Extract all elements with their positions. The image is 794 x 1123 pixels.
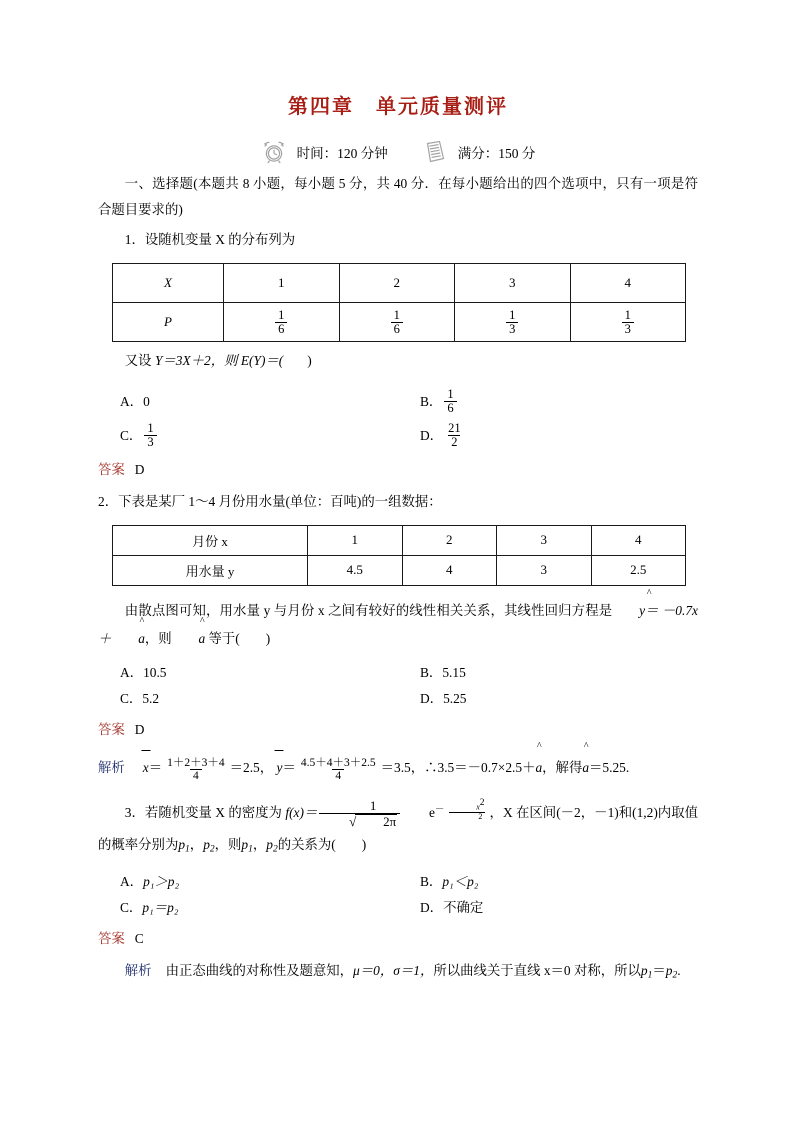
analysis-label: 解析 (98, 760, 125, 776)
p2-symbol-3: $p_2$ (665, 963, 678, 981)
question-3-stem-text-4: 的关系为( (277, 836, 336, 852)
answer-label: 答案 (98, 461, 125, 477)
option-a[interactable] (120, 660, 398, 685)
fraction-numerator: 1＋2＋3＋4 (167, 756, 225, 769)
option-b[interactable] (420, 660, 698, 685)
question-3-stem-text-2: ，X 在区间(－2，－1)和(1,2)内取值的概率分别为 (98, 804, 699, 852)
option-a-label: A． (120, 393, 144, 409)
exam-time-label: 时间：120 分钟 (296, 146, 388, 161)
question-2-body-text-2: －0.7x＋ (98, 602, 698, 646)
follow-up-equation: Y＝3X＋2，则 E(Y)＝( (154, 353, 284, 369)
x-mean-fraction (164, 757, 228, 782)
options-left-column (98, 660, 398, 711)
density-fraction (319, 799, 400, 828)
option-d-label: D． (420, 899, 444, 915)
option-d-value (445, 422, 464, 449)
table-cell (339, 303, 455, 342)
question-3-stem-text: 若随机变量 X 的密度为 (144, 804, 282, 820)
analysis-label: 解析 (124, 963, 152, 979)
question-3-number: 3． (124, 804, 145, 820)
options-right-column (398, 869, 698, 920)
table-cell: 1 (224, 264, 340, 303)
question-2-body-text-3: ，则 (144, 630, 172, 646)
question-2-number: 2． (98, 493, 119, 509)
a-hat-symbol-2: ^ a (198, 615, 206, 646)
alarm-clock-icon (261, 139, 287, 165)
fraction-numerator: 1 (624, 307, 631, 322)
exp-power: － x2 2 (434, 798, 485, 821)
option-b-value: p₁＜p₂ (442, 874, 479, 890)
analysis-equals: ＝ (652, 963, 666, 979)
answer-value: D (134, 722, 145, 738)
option-c-value (144, 422, 156, 449)
fraction-denominator: 2 (448, 435, 460, 449)
follow-up-prefix: 又设 (124, 353, 152, 369)
options-left-column (98, 385, 398, 453)
analysis-period: . (677, 963, 681, 979)
fraction-denominator: 6 (391, 322, 403, 336)
p1-symbol-2: $p_1$ (241, 836, 253, 855)
title-chapter: 第四章 (288, 96, 354, 118)
option-c-value: 5.2 (142, 690, 160, 706)
option-c-value: p₁＝p₂ (142, 899, 179, 915)
option-a[interactable] (120, 385, 398, 419)
answer-value: C (134, 931, 144, 946)
table-cell: 2 (402, 525, 497, 555)
question-2-body-text-5: ) (265, 630, 271, 646)
option-c-label: C． (120, 899, 143, 915)
y-mean-fraction (298, 757, 379, 782)
question-3-stem-text-3: ，则 (214, 836, 242, 852)
question-1-answer (98, 457, 698, 483)
fraction-numerator: 1 (393, 307, 400, 322)
answer-label: 答案 (98, 722, 125, 738)
fraction-denominator: 6 (444, 401, 456, 415)
exam-score-label: 满分：150 分 (457, 146, 536, 161)
y-bar-symbol: y (277, 750, 283, 785)
option-b-label: B． (420, 393, 443, 409)
table-row (113, 303, 686, 342)
question-2-body-text: 由散点图可知，用水量 y 与月份 x 之间有较好的线性相关关系，其线性回归方程是 (124, 602, 613, 618)
title-name: 单元质量测评 (376, 96, 508, 118)
sigma-value: σ＝1， (393, 963, 434, 979)
fraction-denominator: 4 (332, 769, 344, 782)
question-2-data-table (112, 525, 686, 586)
table-cell: 3 (497, 525, 592, 555)
a-hat-symbol-3: ^ a (535, 741, 543, 776)
option-d-label: D． (420, 427, 444, 443)
p2-symbol-2: $p_2$ (266, 836, 278, 855)
option-d[interactable] (420, 686, 698, 711)
table-row (113, 525, 686, 555)
question-1-distribution-table (112, 263, 686, 342)
table-row (113, 555, 686, 585)
table-cell: 2 (339, 264, 455, 303)
page-title (98, 90, 698, 119)
option-d-label: D． (420, 690, 444, 706)
p1-symbol-3: $p_1$ (640, 963, 653, 981)
table-cell: 3 (455, 264, 571, 303)
table-row-label-p: P (113, 303, 224, 342)
option-a-value: 0 (143, 393, 150, 409)
fraction-numerator: 1 (147, 420, 154, 435)
option-c-label: C． (120, 427, 143, 443)
option-a[interactable] (120, 869, 398, 894)
option-d-value: 不确定 (443, 899, 484, 915)
p1-symbol: $p_1$ (178, 836, 190, 855)
y-mean-result: ＝3.5，∴3.5＝－0.7×2.5＋ (380, 760, 536, 776)
option-a-value: p₁＞p₂ (143, 874, 180, 890)
question-3-analysis (98, 958, 698, 985)
table-row-label-x: X (113, 264, 224, 303)
fraction-denominator: 3 (622, 322, 634, 336)
section-one-heading: 一、选择题(本题共 8 小题，每小题 5 分，共 40 分．在每小题给出的四个选项中，只有一项是符合题目要求的) (98, 176, 698, 218)
analysis-text-2: 所以曲线关于直线 x＝0 对称，所以 (433, 963, 641, 979)
question-2-stem-text: 下表是某厂 1～4 月份用水量(单位：百吨)的一组数据： (118, 493, 442, 509)
page-content (98, 62, 698, 985)
x-equals: ＝ (148, 760, 163, 776)
option-c[interactable] (120, 895, 398, 920)
answer-value: D (134, 461, 145, 477)
a-hat-symbol-4: ^ a (582, 741, 590, 776)
analysis-tail: ，解得 (542, 760, 583, 776)
question-2-body-text-4: 等于( (208, 630, 240, 646)
table-cell: 3 (497, 555, 592, 585)
option-c[interactable] (120, 419, 398, 453)
table-cell: 1 (308, 525, 403, 555)
question-2-stem (98, 489, 698, 515)
y-hat-symbol: ^ y＝ (639, 587, 659, 618)
fraction-numerator: 1 (447, 386, 454, 401)
analysis-tail-2: ＝5.25. (589, 760, 630, 776)
exp-base: e (428, 804, 435, 820)
exponential-term (402, 797, 489, 829)
table-cell: 4 (402, 555, 497, 585)
table-cell: 4.5 (308, 555, 403, 585)
fraction-numerator: 1 (369, 798, 377, 813)
fraction-numerator: 4.5＋4＋3＋2.5 (300, 756, 376, 769)
exam-meta-line (98, 139, 698, 165)
follow-up-suffix: ) (307, 353, 312, 369)
options-left-column (98, 869, 398, 920)
option-c-label: C． (120, 690, 143, 706)
question-3-stem: 3．若随机变量 X 的密度为 f(x)＝ $\frac{1}{√ 2\pi}$ $e^{- \frac{x^2}{2}}$ ，X 在区间(－2，－1)和(1,2)内取值的概率分别为$p_1$，$p_2$，则$p_1$，$p_2$的关系为( ) (98, 798, 699, 855)
option-b-value: 5.15 (442, 665, 466, 681)
question-1-stem (98, 227, 698, 253)
calculator-icon (422, 139, 448, 165)
table-cell (224, 303, 340, 342)
option-d[interactable] (420, 419, 698, 453)
table-row-label-month: 月份 x (113, 525, 308, 555)
x-mean-result: ＝2.5， (229, 760, 274, 776)
question-2-answer (98, 717, 698, 743)
table-row (113, 264, 686, 303)
fraction-numerator: 1 (278, 307, 285, 322)
option-d[interactable] (420, 895, 698, 920)
table-row-label-water: 用水量 y (113, 555, 308, 585)
fraction-denominator: 6 (275, 322, 287, 336)
question-1-follow-up (98, 348, 698, 374)
question-2-options (98, 660, 698, 711)
option-a-label: A． (120, 665, 144, 681)
question-2-body (98, 587, 698, 652)
fraction-denominator: 3 (506, 322, 518, 336)
density-function-label: f(x)＝ (285, 804, 318, 820)
question-3-stem-text-5: ) (361, 836, 367, 852)
mu-value: μ＝0， (353, 963, 394, 979)
option-b[interactable] (420, 385, 698, 419)
option-b[interactable] (420, 869, 698, 894)
a-hat-symbol: ^ a (138, 615, 145, 646)
y-equals: ＝ (282, 760, 296, 776)
question-1-number: 1． (124, 232, 145, 248)
table-cell (570, 303, 686, 342)
table-cell: 2.5 (591, 555, 686, 585)
question-2-analysis (98, 741, 698, 785)
option-b-value (444, 388, 456, 415)
option-b-label: B． (420, 874, 443, 890)
table-cell (455, 303, 571, 342)
options-right-column (398, 385, 698, 453)
question-1-stem-text: 设随机变量 X 的分布列为 (144, 232, 296, 248)
table-cell: 4 (570, 264, 686, 303)
option-b-label: B． (420, 665, 443, 681)
p2-symbol: $p_2$ (203, 836, 215, 855)
answer-label: 答案 (98, 931, 125, 946)
options-right-column (398, 660, 698, 711)
option-a-label: A． (120, 874, 144, 890)
fraction-numerator: 1 (509, 307, 516, 322)
option-d-value: 5.25 (443, 690, 467, 706)
fraction-denominator: 3 (144, 435, 156, 449)
fraction-numerator: 21 (448, 420, 461, 435)
table-cell: 4 (591, 525, 686, 555)
x-bar-symbol: x (143, 750, 149, 785)
question-3-options (98, 869, 698, 920)
question-3-answer (98, 926, 698, 952)
question-1-options (98, 385, 698, 453)
option-a-value: 10.5 (143, 665, 167, 681)
option-c[interactable] (120, 686, 398, 711)
analysis-text: 由正态曲线的对称性及题意知， (165, 963, 354, 979)
fraction-denominator: √ 2π (319, 813, 400, 829)
fraction-denominator: 4 (190, 769, 202, 782)
